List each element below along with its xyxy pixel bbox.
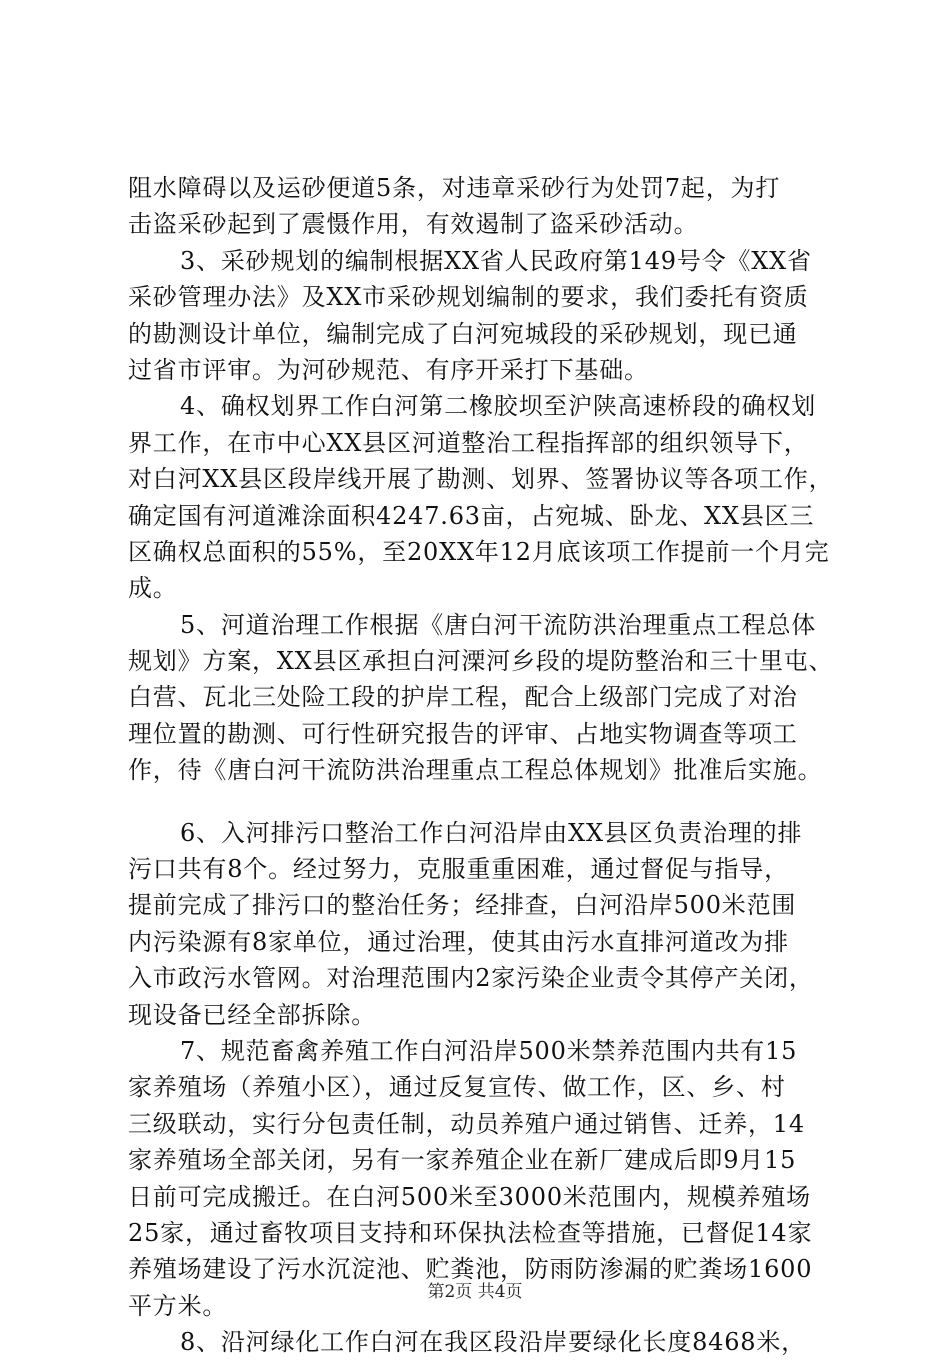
text-line: 污口共有8个。经过努力，克服重重困难，通过督促与指导， (128, 855, 789, 884)
paragraph-boundary-work (128, 388, 840, 606)
text-line: 5、河道治理工作根据《唐白河干流防洪治理重点工程总体 (180, 610, 817, 639)
text-line: 7、规范畜禽养殖工作白河沿岸500米禁养范围内共有15 (180, 1036, 798, 1065)
paragraph-continuation (128, 170, 840, 243)
text-line: 三级联动，实行分包责任制，动员养殖户通过销售、迁养，14 (128, 1109, 805, 1138)
text-line: 3、采砂规划的编制根据XX省人民政府第149号令《XX省 (180, 246, 812, 275)
text-line: 平方米。 (128, 1291, 228, 1320)
text-line: 提前完成了排污口的整治任务；经排查，白河沿岸500米范围 (128, 891, 797, 920)
text-line: 4、确权划界工作白河第二橡胶坝至沪陕高速桥段的确权划 (180, 392, 817, 421)
paragraph-spacer (128, 789, 840, 815)
text-line: 规划》方案，XX县区承担白河溧河乡段的堤防整治和三十里屯、 (128, 647, 834, 676)
document-body (128, 170, 840, 1361)
text-line: 击盗采砂起到了震慑作用，有效遏制了盗采砂活动。 (128, 210, 699, 239)
text-line: 的勘测设计单位，编制完成了白河宛城段的采砂规划，现已通 (128, 319, 798, 348)
text-line: 家养殖场（养殖小区），通过反复宣传、做工作，区、乡、村 (128, 1073, 786, 1102)
paragraph-sand-mining-plan (128, 243, 840, 389)
paragraph-sewage-outlets (128, 815, 840, 1033)
text-line: 8、沿河绿化工作白河在我区段沿岸要绿化长度8468米， (180, 1328, 806, 1357)
text-line: 区确权总面积的55%，至20XX年12月底该项工作提前一个月完 (128, 537, 830, 566)
text-line: 6、入河排污口整治工作白河沿岸由XX县区负责治理的排 (180, 818, 803, 847)
text-line: 阻水障碍以及运砂便道5条，对违章采砂行为处罚7起，为打 (128, 174, 781, 202)
text-line: 对白河XX县区段岸线开展了勘测、划界、签署协议等各项工作， (128, 465, 834, 494)
text-line: 日前可完成搬迁。在白河500米至3000米范围内，规模养殖场 (128, 1182, 811, 1211)
text-line: 现设备已经全部拆除。 (128, 1000, 376, 1029)
text-line: 25家，通过畜牧项目支持和环保执法检查等措施，已督促14家 (128, 1218, 813, 1247)
text-line: 作，待《唐白河干流防洪治理重点工程总体规划》批准后实施。 (128, 756, 823, 785)
text-line: 成。 (128, 574, 178, 603)
text-line: 内污染源有8家单位，通过治理，使其由污水直排河道改为排 (128, 927, 789, 956)
text-line: 白营、瓦北三处险工段的护岸工程，配合上级部门完成了对治 (128, 683, 798, 712)
text-line: 养殖场建设了污水沉淀池、贮粪池，防雨防渗漏的贮粪场1600 (128, 1255, 813, 1284)
text-line: 理位置的勘测、可行性研究报告的评审、占地实物调查等项工 (128, 719, 798, 748)
page-footer (0, 1280, 950, 1304)
text-line: 界工作，在市中心XX县区河道整治工程指挥部的组织领导下， (128, 428, 809, 457)
paragraph-river-governance (128, 607, 840, 789)
text-line: 入市政污水管网。对治理范围内2家污染企业责令其停产关闭， (128, 964, 814, 993)
text-line: 确定国有河道滩涂面积4247.63亩，占宛城、卧龙、XX县区三 (128, 501, 815, 530)
text-line: 家养殖场全部关闭，另有一家养殖企业在新厂建成后即9月15 (128, 1146, 797, 1175)
text-line: 过省市评审。为河砂规范、有序开采打下基础。 (128, 355, 649, 384)
paragraph-river-greening (128, 1324, 840, 1360)
page-number-label: 第2页 共4页 (427, 1282, 523, 1302)
text-line: 采砂管理办法》及XX市采砂规划编制的要求，我们委托有资质 (128, 283, 809, 312)
